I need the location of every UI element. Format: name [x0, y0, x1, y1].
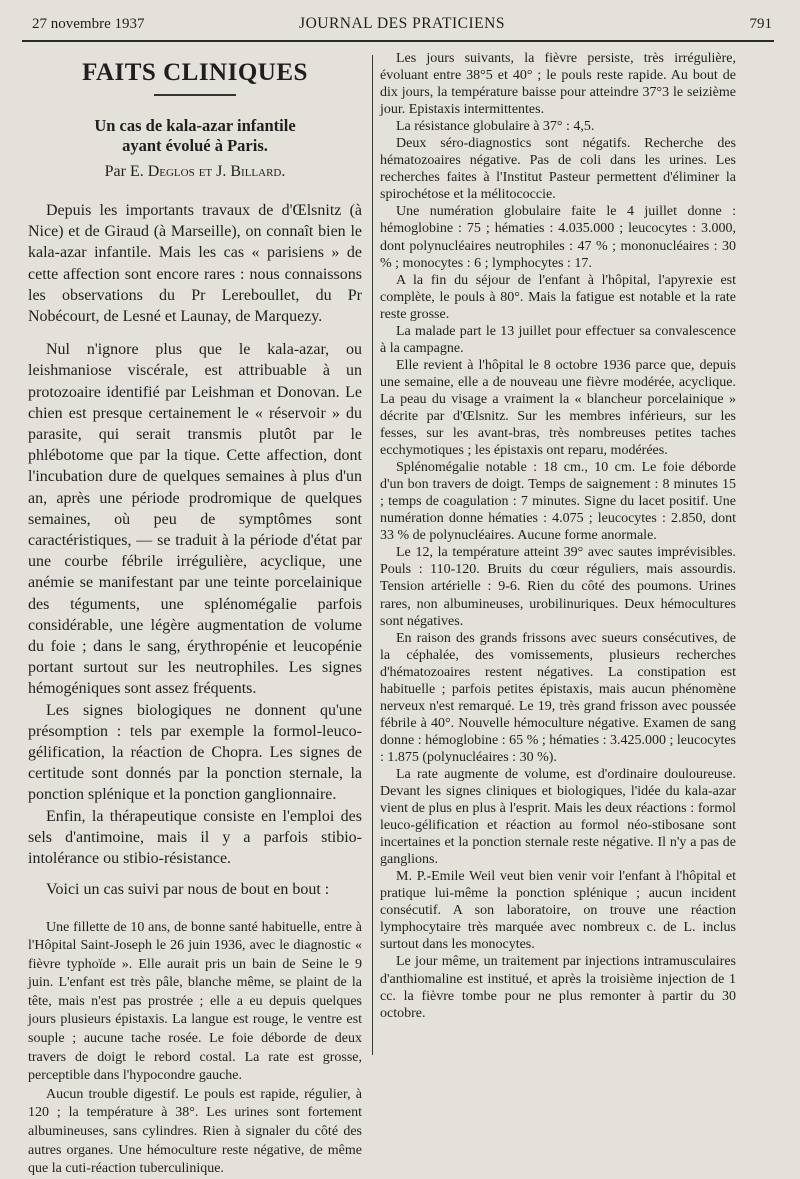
header-date: 27 novembre 1937: [32, 16, 145, 32]
case-paragraph: La résistance globulaire à 37° : 4,5.: [396, 119, 595, 135]
case-paragraph: Aucun trouble digestif. Le pouls est rapide, régulier, à 120 ; la température à 38°. Les urines sont fortement albumineuses, sans cylindres. Rien à signaler du côté des autres organes. Une hémoculture reste négative, de même que la cuti-réaction tuberculinique.: [28, 1086, 362, 1177]
paragraph: Enfin, la thérapeutique consiste en l'emploi des sels d'antimoine, mais il y a parfois stibio-intolérance ou stibio-résistance.: [28, 807, 362, 868]
right-column: [380, 50, 736, 1022]
section-title: FAITS CLINIQUES: [82, 59, 308, 86]
header-journal-title: JOURNAL DES PRATICIENS: [299, 15, 505, 32]
page-header: [32, 14, 772, 38]
header-rule: [22, 40, 774, 42]
article-title-line1: Un cas de kala-azar infantile: [94, 116, 296, 135]
case-paragraph: En raison des grands frissons avec sueurs consécutives, de la céphalée, des vomissements, plusieurs recherches d'hématozoaires restent négatives. La constipation est habituelle ; parfois petites épistaxis, mais aucun phénomène nerveux n'est remarqué. Le 19, très grand frisson avec poussée fébrile à 40°. Nouvelle hémoculture négative. Examen de sang donne : hémoglobine : 65 % ; hématies : 3.425.000 ; leucocytes : 1.875 (polynucléaires : 30 %).: [380, 630, 736, 765]
paragraph: Les signes biologiques ne donnent qu'une présomption : tels par exemple la formol-leuco-gélification, la réaction de Chopra. Les signes de certitude sont donnés par la ponction sternale, la ponction splénique et la ponction ganglionnaire.: [28, 701, 362, 804]
section-title-rule: [154, 94, 236, 96]
article-byline: [28, 162, 362, 182]
case-paragraph: Les jours suivants, la fièvre persiste, très irrégulière, évoluant entre 38°5 et 40° ; le pouls reste rapide. Au bout de dix jours, la température baisse pour atteindre 37°3 le seizième jour. Epistaxis intermittentes.: [380, 51, 736, 118]
paragraph: Voici un cas suivi par nous de bout en bout :: [46, 881, 330, 899]
left-column: [28, 58, 362, 1179]
paragraph: Depuis les importants travaux de d'Œlsnitz (à Nice) et de Giraud (à Marseille), on connaît bien le kala-azar infantile. Mais les cas « parisiens » de cette affection sont encore rares : nous connaissons les observations du Pr Lereboullet, du Pr Nobécourt, de Lesné et Launay, de Marquezy.: [28, 202, 362, 326]
case-paragraph: M. P.-Emile Weil veut bien venir voir l'enfant à l'hôpital et pratique lui-même la ponction splénique ; aucun incident consécutif. A son laboratoire, on trouve une réaction lymphocytaire très marquée avec nombreux c. de L. inclus surtout dans les monocytes.: [380, 869, 736, 953]
column-divider: [372, 55, 373, 1055]
case-paragraph: Le 12, la température atteint 39° avec sautes imprévisibles. Pouls : 110-120. Bruits du cœur réguliers, mais assourdis. Tension artérielle : 9-6. Rien du côté des poumons. Urines rares, non albumineuses, urobilinuriques. Deux hémocultures sont négatives.: [380, 545, 736, 629]
case-paragraph: Le jour même, un traitement par injections intramusculaires d'anthiomaline est institué, et après la troisième injection de 1 cc. la fièvre tombe pour ne plus remonter à partir du 30 octobre.: [380, 954, 736, 1021]
case-paragraph: A la fin du séjour de l'enfant à l'hôpital, l'apyrexie est complète, le pouls à 80°. Mais la fatigue est notable et la rate reste grosse.: [380, 272, 736, 322]
case-paragraph: Splénomégalie notable : 18 cm., 10 cm. Le foie déborde d'un bon travers de doigt. Temps de saignement : 8 minutes 15 ; temps de coagulation : 7 minutes. Signe du lacet positif. Une numération donne hématies : 4.075 ; leucocytes : 2.850, dont 33 % de polynucléaires. Aucune forme anormale.: [380, 460, 736, 544]
header-page-number: 791: [749, 16, 772, 32]
byline-prefix: Par: [104, 163, 126, 180]
case-paragraph: Une fillette de 10 ans, de bonne santé habituelle, entre à l'Hôpital Saint-Joseph le 26 juin 1936, avec le diagnostic « fièvre typhoïde ». Elle aurait pris un bain de Seine le 9 juin. L'enfant est très pâle, blanche même, se plaint de la tête, mais n'est pas prostrée ; elle a eu depuis quelques jours plusieurs épistaxis. La langue est rouge, le ventre est souple ; aucune tache rosée. Le foie déborde de deux travers de doigt le rebord costal. La rate est grosse, perceptible dans l'hypocondre gauche.: [28, 919, 362, 1084]
case-paragraph: Une numération globulaire faite le 4 juillet donne : hémoglobine : 75 ; hématies : 4.035.000 ; leucocytes : 3.000, dont polynucléaires neutrophiles : 47 % ; mononucléaires : 30 % ; monocytes : 6 ; lymphocytes : 17.: [380, 204, 736, 271]
case-paragraph: Deux séro-diagnostics sont négatifs. Recherche des hématozoaires négative. Pas de coli dans les urines. Les recherches faites à l'Institut Pasteur permettent d'éliminer la spirochétose et la mélitococcie.: [380, 136, 736, 203]
case-paragraph: Elle revient à l'hôpital le 8 octobre 1936 parce que, depuis une semaine, elle a de nouveau une fièvre modérée, acyclique. La peau du visage a vraiment la « blancheur porcelainique » décrite par d'Œlsnitz. Sur les membres inférieurs, sur les fesses, sur les avant-bras, très nombreuses petites taches ecchymotiques ; les épistaxis ont reparu, modérées.: [380, 357, 736, 459]
case-paragraph: La rate augmente de volume, est d'ordinaire douloureuse. Devant les signes cliniques et biologiques, l'idée du kala-azar vient de plus en plus à l'esprit. Mais les deux réactions : formol leuco-gélification et réaction au formol néo-stibosane sont incertaines et la ponction sternale reste négative. Il n'y a pas de ganglions.: [380, 766, 736, 868]
case-paragraph: La malade part le 13 juillet pour effectuer sa convalescence à la campagne.: [380, 323, 736, 356]
article-title-line2: ayant évolué à Paris.: [122, 136, 268, 155]
paragraph: Nul n'ignore plus que le kala-azar, ou leishmaniose viscérale, est attribuable à un protozoaire identifié par Leishman et Donovan. Le chien est presque certainement le « réservoir » du parasite, qui serait transmis plutôt par le phlébotome que par la tique. Cette affection, dont l'incubation dure de quelques semaines à plus d'un an, après une période prodromique de quelques semaines, où peu de symptômes sont caractéristiques, — se traduit à la période d'état par une courbe fébrile irrégulière, acyclique, une anémie se manifestant par une teinte porcelainique des téguments, une splénomégalie parfois considérable, une légère augmentation de volume du foie ; dans le sang, érythropénie et leucopénie portant surtout sur les neutrophiles. Les signes hémogéniques sont assez fréquents.: [28, 341, 362, 698]
byline-authors: E. Deglos et J. Billard.: [129, 163, 286, 180]
